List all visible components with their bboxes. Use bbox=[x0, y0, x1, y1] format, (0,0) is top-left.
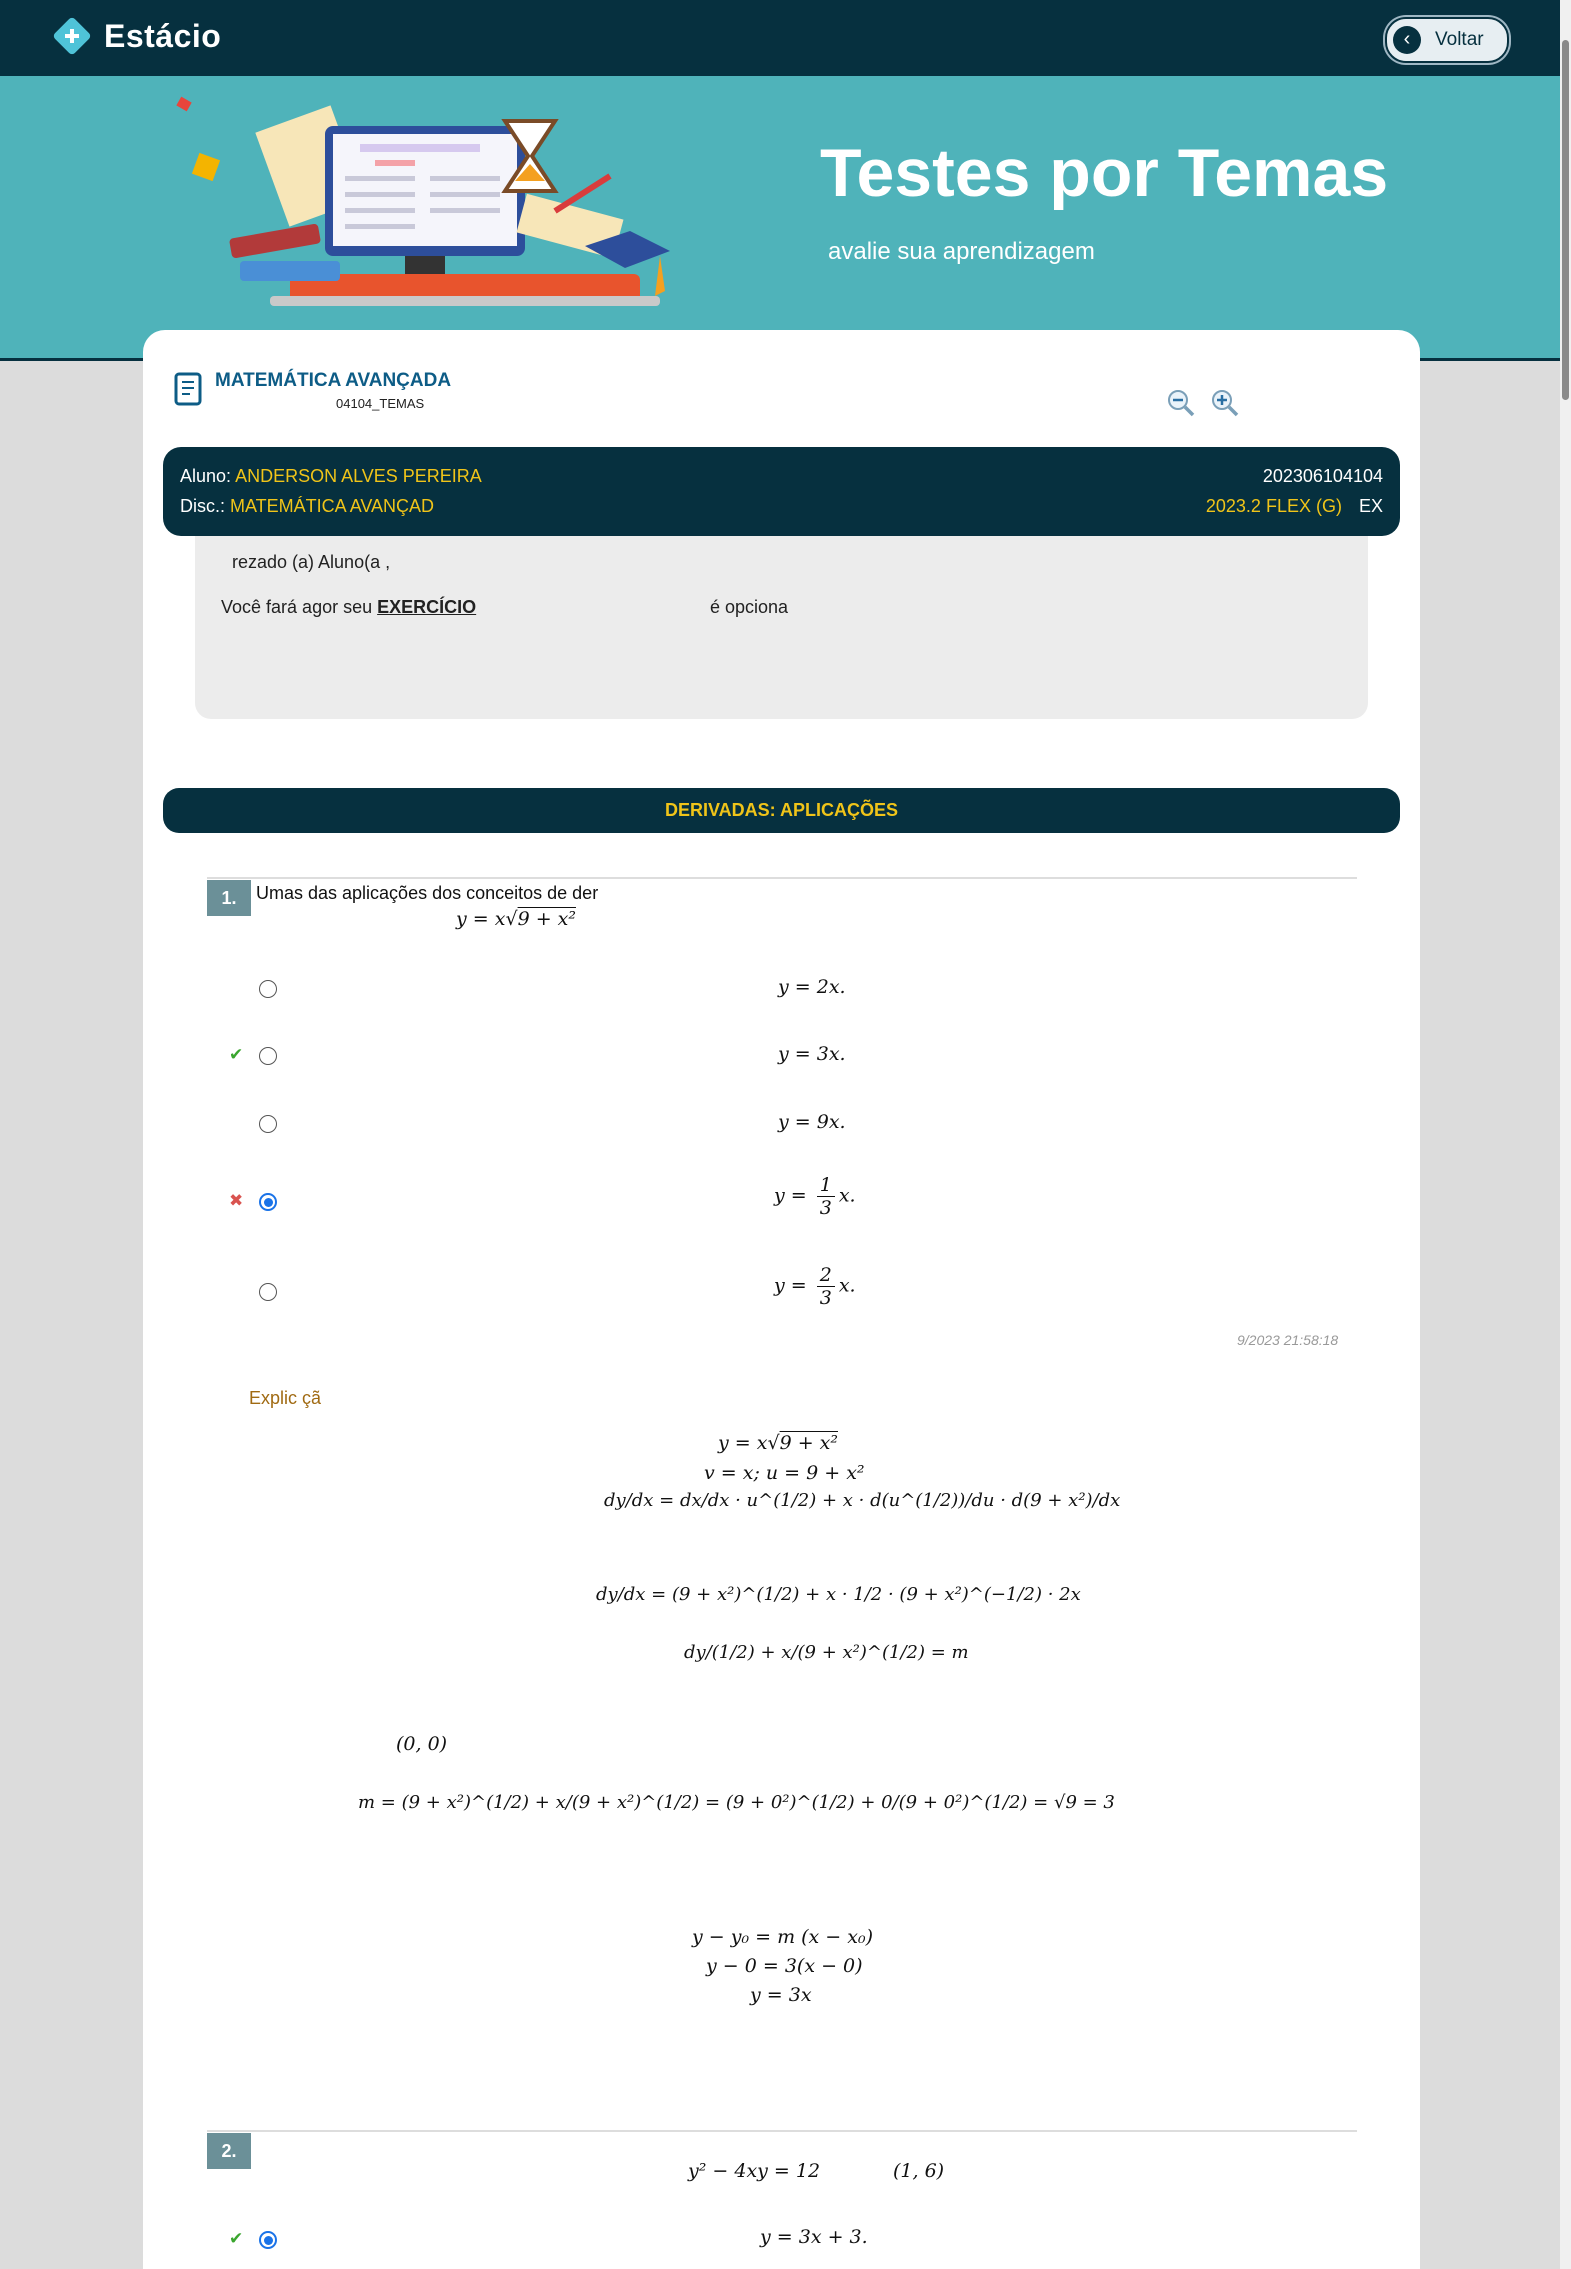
option-3: y = 9x. bbox=[778, 1111, 846, 1133]
option-radio-4[interactable] bbox=[259, 1193, 277, 1211]
explanation-line-7: m = (9 + x²)^(1/2) + x/(9 + x²)^(1/2) = (9 + 0²)^(1/2) + 0/(9 + 0²)^(1/2) = √9 = 3 bbox=[358, 1792, 1115, 1813]
logo-text: Estácio bbox=[104, 17, 222, 54]
student-row bbox=[180, 466, 482, 487]
period-extra: EX bbox=[1358, 496, 1383, 516]
option-radio-2[interactable] bbox=[259, 1047, 277, 1065]
disc-label: Disc.: bbox=[180, 496, 225, 516]
question-text: Umas das aplicações dos conceitos de der bbox=[256, 883, 599, 903]
scrollbar-thumb[interactable] bbox=[1562, 40, 1569, 400]
banner-subtitle: avalie sua aprendizagem bbox=[828, 238, 1095, 265]
zoom-in-icon[interactable] bbox=[1210, 388, 1240, 418]
option-1: y = 3x + 3. bbox=[760, 2226, 868, 2248]
chevron-left-icon: ‹ bbox=[1393, 26, 1421, 54]
page-scrollbar[interactable] bbox=[1560, 0, 1571, 2269]
back-button-label: Voltar bbox=[1435, 29, 1484, 50]
study-illustration bbox=[170, 96, 690, 356]
top-bar bbox=[0, 0, 1571, 76]
logo-icon bbox=[50, 14, 94, 58]
check-icon: ✔ bbox=[229, 2229, 244, 2248]
discipline-row bbox=[180, 496, 434, 517]
question-divider bbox=[207, 877, 1357, 879]
option-radio-1[interactable] bbox=[259, 2231, 277, 2249]
option-radio-1[interactable] bbox=[259, 980, 277, 998]
estacio-logo[interactable] bbox=[50, 14, 221, 58]
option-4: y = $\frac{1}{3}$ x. bbox=[774, 1174, 856, 1219]
option-2: y = 3x. bbox=[778, 1043, 846, 1065]
question-2-point: (1, 6) bbox=[893, 2160, 945, 2182]
course-document-icon bbox=[174, 372, 204, 406]
option-5: y = $\frac{2}{3}$ x. bbox=[774, 1264, 856, 1309]
course-code: 04104_TEMAS bbox=[336, 396, 425, 411]
explanation-line-4: dy/dx = (9 + x²)^(1/2) + x · 1/2 · (9 + x²)^(−1/2) · 2x bbox=[596, 1584, 1081, 1605]
option-radio-5[interactable] bbox=[259, 1283, 277, 1301]
zoom-out-icon[interactable] bbox=[1166, 388, 1196, 418]
student-id: 202306104104 bbox=[1262, 466, 1383, 486]
exercise-link[interactable]: EXERCÍCIO bbox=[377, 597, 477, 617]
back-button[interactable] bbox=[1385, 17, 1509, 63]
explanation-line-2: v = x; u = 9 + x² bbox=[704, 1462, 865, 1484]
explanation-line-8: y − y₀ = m (x − x₀) bbox=[692, 1926, 874, 1948]
check-icon: ✔ bbox=[229, 1045, 244, 1064]
discipline-name: MATEMÁTICA AVANÇAD bbox=[230, 496, 435, 516]
section-header: DERIVADAS: APLICAÇÕES bbox=[163, 788, 1400, 833]
instruction-line bbox=[221, 597, 476, 618]
greeting: rezado (a) Aluno(a , bbox=[232, 552, 391, 572]
question-number: 1. bbox=[207, 880, 251, 916]
question-2-formula: y² − 4xy = 12 bbox=[688, 2160, 821, 2182]
question-divider bbox=[207, 2130, 1357, 2132]
student-name: ANDERSON ALVES PEREIRA bbox=[235, 466, 482, 486]
period-row bbox=[1206, 496, 1383, 517]
option-radio-3[interactable] bbox=[259, 1115, 277, 1133]
instruction-prefix: Você fará agor seu bbox=[221, 597, 373, 617]
explanation-line-9: y − 0 = 3(x − 0) bbox=[706, 1955, 863, 1977]
instruction-suffix: é opciona bbox=[710, 597, 789, 617]
period: 2023.2 FLEX (G) bbox=[1205, 496, 1342, 516]
explanation-line-5: dy/(1/2) + x/(9 + x²)^(1/2) = m bbox=[684, 1642, 969, 1663]
question-formula: y = x√9 + x² bbox=[456, 908, 576, 930]
banner-title: Testes por Temas bbox=[820, 135, 1389, 211]
banner bbox=[0, 76, 1571, 361]
instructions-box bbox=[195, 536, 1368, 719]
explanation-line-1: y = x√9 + x² bbox=[718, 1432, 838, 1454]
explanation-line-10: y = 3x bbox=[750, 1984, 812, 2006]
explanation-line-3: dy/dx = dx/dx · u^(1/2) + x · d(u^(1/2))/du · d(9 + x²)/dx bbox=[604, 1490, 1121, 1511]
question-number: 2. bbox=[207, 2133, 251, 2169]
student-info-bar bbox=[163, 447, 1400, 536]
course-name: MATEMÁTICA AVANÇADA bbox=[215, 370, 452, 391]
explanation-label[interactable]: Explic çã bbox=[249, 1388, 322, 1408]
cross-icon: ✖ bbox=[229, 1191, 244, 1210]
explanation-point: (0, 0) bbox=[396, 1733, 448, 1755]
option-1: y = 2x. bbox=[778, 976, 846, 998]
answer-timestamp: 9/2023 21:58:18 bbox=[1237, 1332, 1339, 1348]
aluno-label: Aluno: bbox=[180, 466, 232, 486]
